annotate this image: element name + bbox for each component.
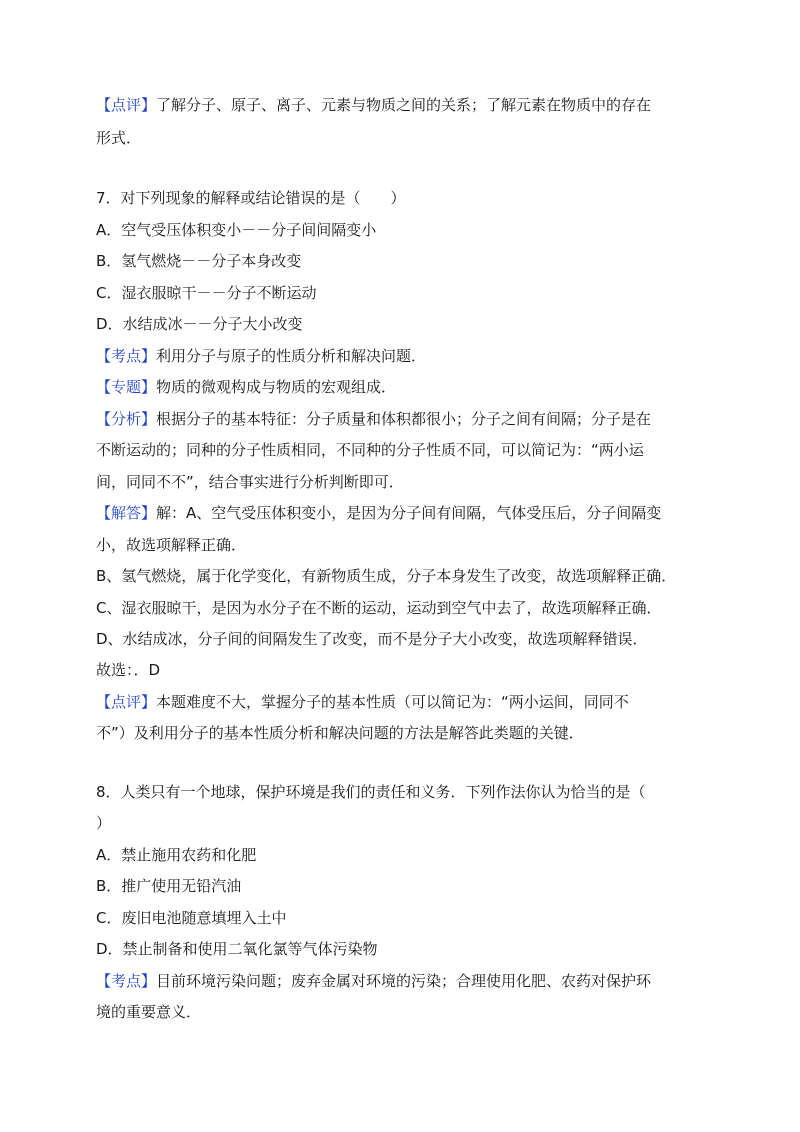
kaodian-tag: 【考点】 (96, 347, 157, 365)
answer-line: 故选：．D (96, 661, 161, 679)
dianping-text: 本题难度不大，掌握分子的基本性质（可以简记为：“两小运间，同同不 (156, 693, 629, 711)
zhuanti-text: 物质的微观构成与物质的宏观组成． (156, 378, 397, 396)
q7-option-b: B．氢气燃烧－－分子本身改变 (96, 252, 302, 270)
jieda-line: B、氢气燃烧，属于化学变化，有新物质生成，分子本身发生了改变，故选项解释正确． (96, 567, 677, 585)
fenxi-text: 根据分子的基本特征：分子质量和体积都很小；分子之间有间隔；分子是在 (156, 410, 652, 428)
q8-kaodian (96, 971, 716, 991)
comment-text: 了解分子、原子、离子、元素与物质之间的关系；了解元素在物质中的存在 (156, 96, 652, 114)
comment-line: 形式． (96, 129, 142, 147)
kaodian-text: 利用分子与原子的性质分析和解决问题． (156, 347, 427, 365)
jieda-line: C、湿衣服晾干，是因为水分子在不断的运动，运动到空气中去了，故选项解释正确． (96, 599, 662, 617)
fenxi-line: 不断运动的；同种的分子性质相同，不同种的分子性质不同，可以简记为：“两小运 (96, 441, 644, 459)
dianping-line: 不”）及利用分子的基本性质分析和解决问题的方法是解答此类题的关键． (96, 724, 584, 742)
q7-option-d: D．水结成冰－－分子大小改变 (96, 315, 303, 333)
kaodian-tag: 【考点】 (96, 972, 157, 990)
q8-option-d: D．禁止制备和使用二氧化氯等气体污染物 (96, 940, 378, 958)
q7-kaodian (96, 346, 716, 366)
question-8-stem-end: ） (96, 814, 112, 832)
q7-jieda (96, 503, 716, 523)
q7-dianping (96, 692, 716, 712)
q7-option-a: A．空气受压体积变小－－分子间间隔变小 (96, 221, 377, 239)
q8-option-a: A．禁止施用农药和化肥 (96, 846, 257, 864)
q7-fenxi (96, 409, 716, 429)
comment-tag: 【点评】 (96, 96, 157, 114)
dianping-tag: 【点评】 (96, 693, 157, 711)
jieda-tag: 【解答】 (96, 504, 157, 522)
q7-zhuanti (96, 377, 716, 397)
jieda-line: 小，故选项解释正确． (96, 536, 247, 554)
q8-option-c: C．废旧电池随意填埋入土中 (96, 909, 287, 927)
q8-option-b: B．推广使用无铅汽油 (96, 877, 242, 895)
fenxi-line: 间，同同不不”，结合事实进行分析判断即可． (96, 473, 404, 491)
fenxi-tag: 【分析】 (96, 410, 157, 428)
question-7-stem: 7．对下列现象的解释或结论错误的是（ ） (96, 189, 406, 207)
jieda-line: D、水结成冰，分子间的间隔发生了改变，而不是分子大小改变，故选项解释错误． (96, 630, 648, 648)
comment-line (96, 95, 716, 115)
question-8-stem: 8．人类只有一个地球，保护环境是我们的责任和义务．下列作法你认为恰当的是（ (96, 783, 646, 801)
jieda-text: 解：A、空气受压体积变小，是因为分子间有间隔，气体受压后，分子间隔变 (156, 504, 662, 522)
q7-option-c: C．湿衣服晾干－－分子不断运动 (96, 284, 317, 302)
kaodian-text: 目前环境污染问题；废弃金属对环境的污染；合理使用化肥、农药对保护环 (156, 972, 652, 990)
zhuanti-tag: 【专题】 (96, 378, 157, 396)
kaodian-line: 境的重要意义． (96, 1003, 202, 1021)
